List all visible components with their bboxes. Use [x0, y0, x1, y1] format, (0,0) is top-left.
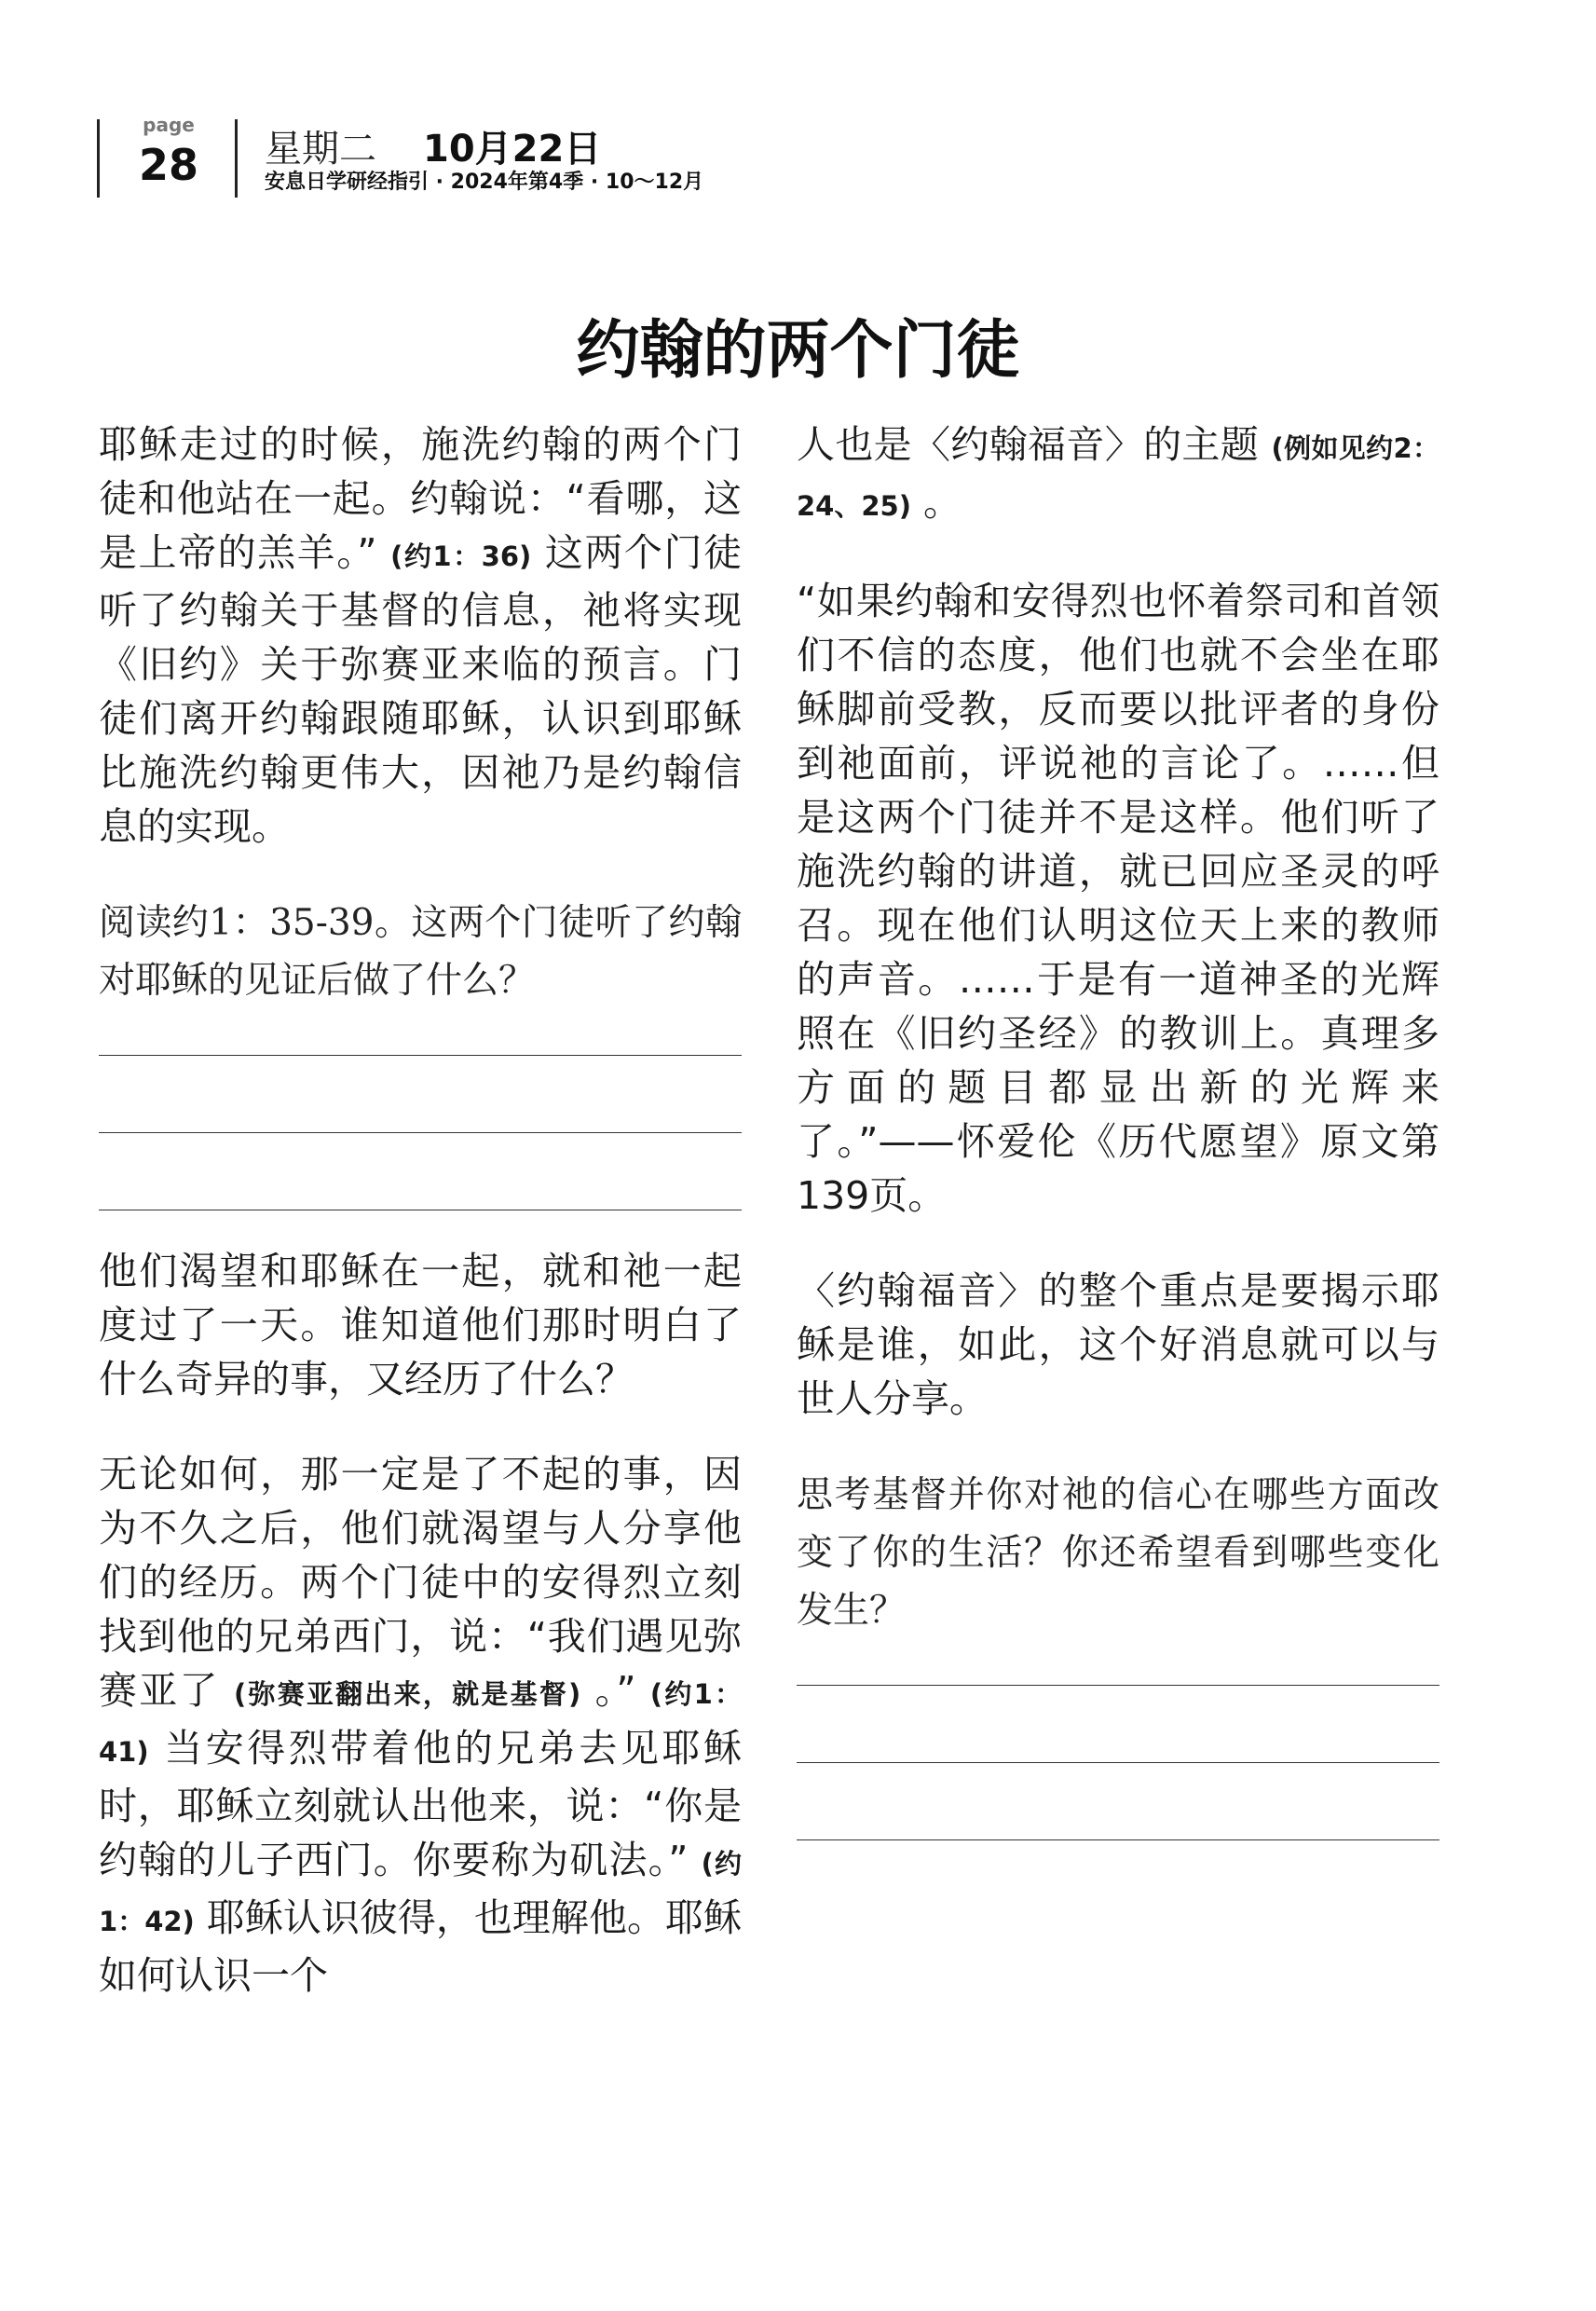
reflection-question: 思考基督并你对祂的信心在哪些方面改变了你的生活？你还希望看到哪些变化发生？	[797, 1474, 1439, 1632]
page-label: page	[143, 114, 195, 136]
text: 。	[923, 480, 962, 525]
answer-lines[interactable]	[797, 1685, 1439, 1840]
paragraph	[99, 417, 742, 854]
lesson-title: 约翰的两个门徒	[576, 313, 1020, 388]
answer-lines[interactable]	[99, 1055, 742, 1210]
page-number: 28	[138, 140, 198, 190]
scripture-reference: (例如见约2：24、25)	[797, 432, 1440, 522]
answer-line[interactable]	[797, 1762, 1439, 1763]
text: 无论如何，那一定是了不起的事，因为不久之后，他们就渴望与人分享他们的经历。两个门徒中的安得烈立刻找到他的兄弟西门，说：“我们遇见弥赛亚了	[99, 1452, 742, 1713]
paragraph: 他们渴望和耶稣在一起，就和祂一起度过了一天。谁知道他们那时明白了什么奇异的事，又经历了什么？	[99, 1249, 742, 1402]
publication-subtitle: 安息日学研经指引 · 2024年第4季 · 10～12月	[265, 171, 704, 194]
text: 这两个门徒听了约翰关于基督的信息，祂将实现《旧约》关于弥赛亚来临的预言。门徒们离开约翰跟随耶稣，认识到耶稣比施洗约翰更伟大，因祂乃是约翰信息的实现。	[99, 530, 742, 849]
text: 当安得烈带着他的兄弟去见耶稣时，耶稣立刻就认出他来，说：“你是约翰的儿子西门。你要称为矶法。”	[99, 1726, 742, 1882]
paragraph	[797, 417, 1439, 533]
study-question: 阅读约1：35-39。这两个门徒听了约翰对耶稣的见证后做了什么？	[99, 902, 742, 1002]
scripture-reference: (约1：42)	[99, 1848, 742, 1937]
answer-line[interactable]	[797, 1685, 1439, 1686]
text: 。”	[594, 1668, 636, 1713]
scripture-reference: (约1：36)	[390, 540, 532, 572]
paragraph: 〈约翰福音〉的整个重点是要揭示耶稣是谁，如此，这个好消息就可以与世人分享。	[797, 1268, 1439, 1421]
right-column	[797, 417, 1439, 1874]
text: 人也是〈约翰福音〉的主题	[797, 422, 1260, 467]
answer-line[interactable]	[99, 1055, 742, 1056]
scripture-reference: (约1：41)	[99, 1678, 742, 1768]
left-column	[99, 417, 742, 2003]
text: 耶稣走过的时候，施洗约翰的两个门徒和他站在一起。约翰说：“看哪，这是上帝的羔羊。”	[99, 422, 742, 575]
answer-line[interactable]	[99, 1132, 742, 1133]
date: 10月22日	[423, 128, 602, 171]
text: 耶稣认识彼得，也理解他。耶稣如何认识一个	[99, 1895, 742, 1998]
page-header	[0, 0, 1596, 224]
weekday: 星期二	[265, 128, 376, 171]
header-divider-right	[235, 119, 238, 198]
answer-line[interactable]	[797, 1839, 1439, 1840]
header-divider-left	[97, 119, 100, 198]
scripture-note: (弥赛亚翻出来，就是基督)	[233, 1678, 581, 1710]
quotation-paragraph: “如果约翰和安得烈也怀着祭司和首领们不信的态度，他们也就不会坐在耶稣脚前受教，反而要以批评者的身份到祂面前，评说祂的言论了。……但是这两个门徒并不是这样。他们听了施洗约翰的讲道，就已回应圣灵的呼召。现在他们认明这位天上来的教师的声音。……于是有一道神圣的光辉照在《旧约圣经》的教训上。真理多方面的题目都显出新的光辉来了。”——怀爱伦《历代愿望》原文第139页。	[797, 579, 1439, 1218]
paragraph	[99, 1447, 742, 2003]
